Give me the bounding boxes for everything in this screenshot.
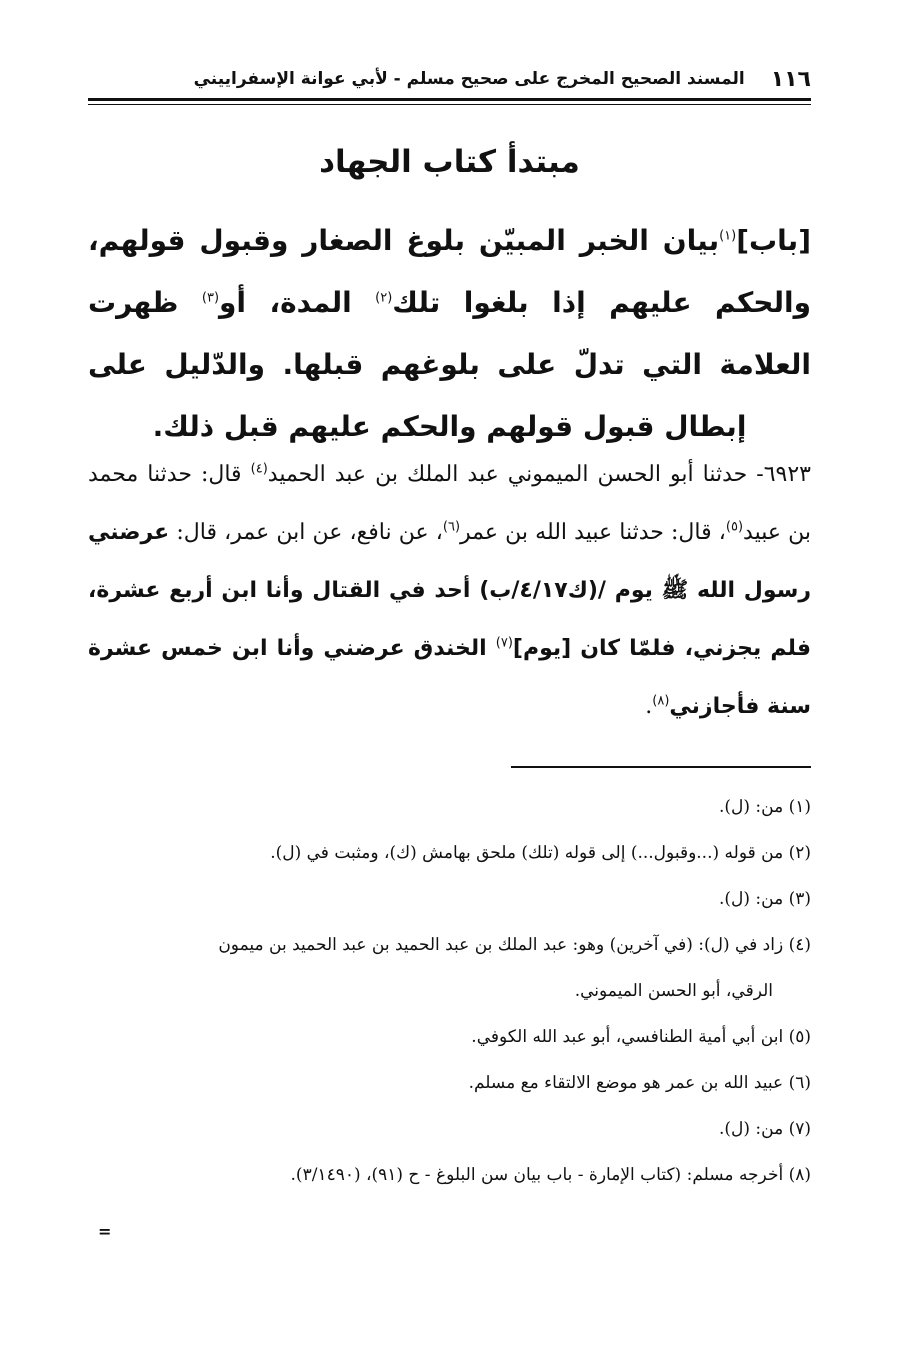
hadith-end: . xyxy=(645,694,653,719)
continuation-mark: = xyxy=(98,1222,112,1241)
footnote-ref-3: (٣) xyxy=(201,290,220,306)
bab-text-3: ظهرت العلامة التي تدلّ على بلوغهم قبلها. والدّليل على إبطال قبول قولهم والحكم عليهم قبل ذلك. xyxy=(88,286,811,443)
bab-text-2: المدة، أو xyxy=(219,286,376,319)
running-title: المسند الصحيح المخرج على صحيح مسلم - لأبي عوانة الإسفراييني xyxy=(193,69,745,89)
footnotes-list xyxy=(88,784,811,1198)
hadith-paragraph xyxy=(88,446,811,736)
footnote-6: (٦) عبيد الله بن عمر هو موضع الالتقاء مع مسلم. xyxy=(468,1073,811,1093)
footnote-2: (٢) من قوله (...وقبول...) إلى قوله (تلك) ملحق بهامش (ك)، ومثبت في (ل). xyxy=(270,843,811,863)
hadith-isnad-2: قال: حدثنا محمد بن عبيد xyxy=(88,462,811,545)
footnote-separator xyxy=(511,766,811,768)
chapter-heading: مبتدأ كتاب الجهاد xyxy=(319,144,580,180)
hadith-isnad-1: - حدثنا أبو الحسن الميموني عبد الملك بن عبد الحميد xyxy=(267,462,764,487)
hadith-matn-1: عرضني رسول الله ﷺ يوم /(ك٤/١٧/ب) أحد في القتال وأنا ابن أربع عشرة، فلم يجزني، فلمّا كان [يوم] xyxy=(88,520,812,661)
footnote-ref-6: (٦) xyxy=(442,519,461,535)
bab-label: [باب] xyxy=(736,224,811,257)
footnote-3: (٣) من: (ل). xyxy=(718,889,811,909)
footnote-7: (٧) من: (ل). xyxy=(718,1119,811,1139)
hadith-matn-2: الخندق عرضني وأنا ابن خمس عشرة سنة فأجازني xyxy=(88,636,811,719)
footnote-4: (٤) زاد في (ل): (في آخرين) وهو: عبد الملك بن عبد الحميد بن عبد الحميد بن ميمون xyxy=(218,935,811,955)
footnote-ref-1: (١) xyxy=(719,228,737,244)
footnote-1: (١) من: (ل). xyxy=(718,797,811,817)
footnote-ref-4: (٤) xyxy=(250,461,268,477)
page-number: ١١٦ xyxy=(770,66,811,92)
footnote-ref-7: (٧) xyxy=(495,635,513,651)
hadith-isnad-3: ، قال: حدثنا عبيد الله بن عمر xyxy=(460,520,726,545)
footnote-ref-8: (٨) xyxy=(652,693,670,709)
hadith-number: ٦٩٢٣ xyxy=(763,462,811,487)
footnote-4-continued: الرقي، أبو الحسن الميموني. xyxy=(574,981,773,1001)
footnote-ref-5: (٥) xyxy=(725,519,744,535)
bab-title xyxy=(88,210,811,458)
header-rule-thin xyxy=(88,104,811,105)
footnote-8: (٨) أخرجه مسلم: (كتاب الإمارة - باب بيان سن البلوغ - ح (٩١)، (٣/١٤٩٠). xyxy=(290,1165,811,1185)
hadith-isnad-4: ، عن نافع، عن ابن عمر، قال: xyxy=(169,520,443,545)
running-header xyxy=(88,62,811,96)
footnote-ref-2: (٢) xyxy=(375,290,393,306)
header-rule-thick xyxy=(88,98,811,101)
footnote-5: (٥) ابن أبي أمية الطنافسي، أبو عبد الله الكوفي. xyxy=(471,1027,811,1047)
bab-text-1: بيان الخبر المبيّن بلوغ الصغار وقبول قولهم، والحكم عليهم إذا بلغوا تلك xyxy=(88,224,811,319)
